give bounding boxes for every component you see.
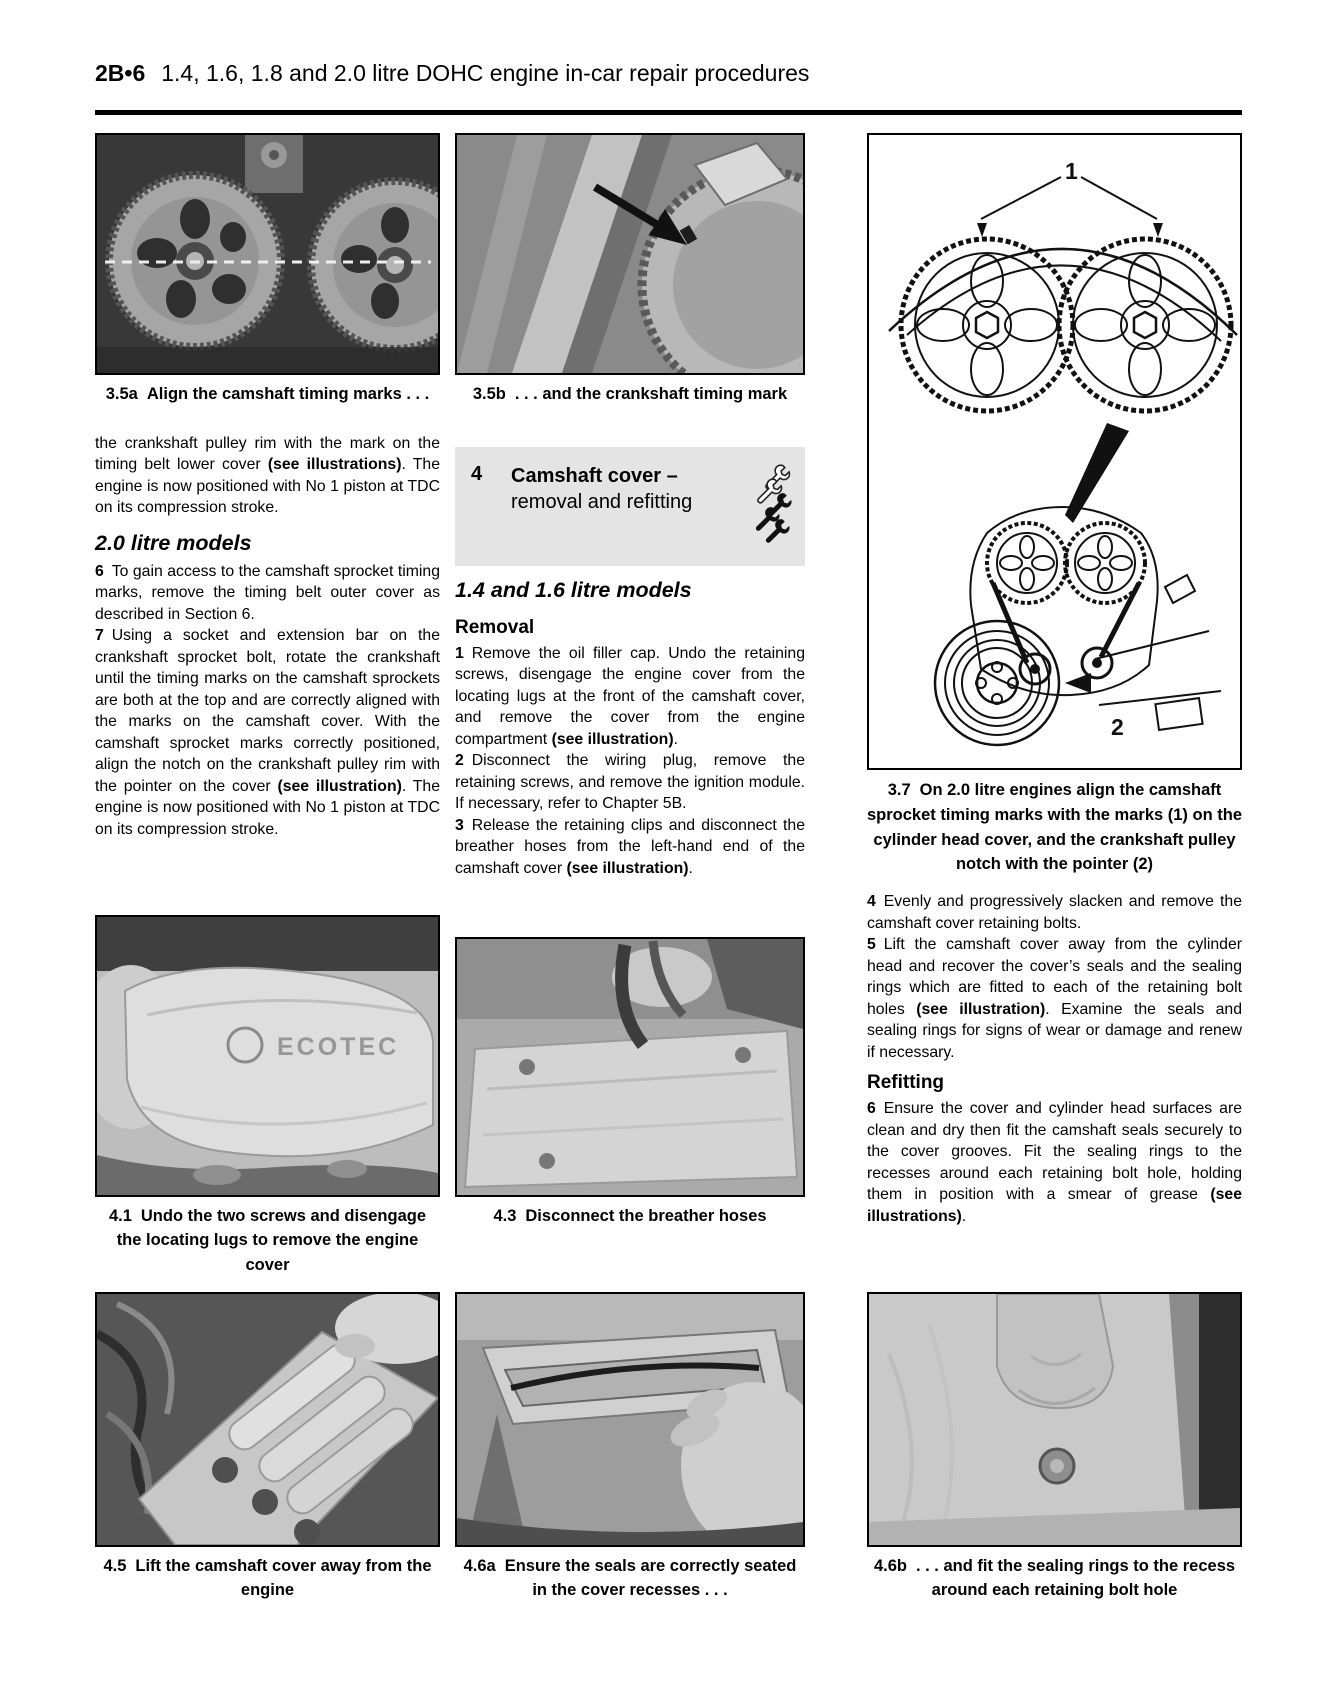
- caption-3-5b-number: 3.5b: [472, 385, 506, 403]
- caption-3-5a-number: 3.5a: [105, 385, 138, 403]
- photo-3-5b-image: [457, 135, 803, 373]
- paragraph-6-refitting: 6 Ensure the cover and cylinder head surfaces are clean and dry then fit the camshaft seals securely to the cover grooves. Fit the sealing rings to the recesses around each retaining bolt hole, holding them in position with a smear of grease (see illustrations).: [867, 1100, 1242, 1225]
- paragraph-5: 5 Lift the camshaft cover away from the cylinder head and recover the cover’s seals and the sealing rings which are fitted to each of the retaining bolt holes (see illustration). Examine the seals and sealing rings for signs of wear or damage and renew if necessary.: [867, 936, 1242, 1061]
- photo-4-3-image: [457, 939, 803, 1195]
- heading-1-4-1-6-litre-models: 1.4 and 1.6 litre models: [455, 577, 692, 602]
- figure-3-5a: [95, 133, 440, 407]
- caption-4-1-text: Undo the two screws and disengage the locating lugs to remove the engine cover: [116, 1206, 427, 1274]
- caption-4-6b: [867, 1554, 1242, 1604]
- paragraph-1: 1 Remove the oil filler cap. Undo the retaining screws, disengage the engine cover from the locating lugs at the front of the camshaft cover, and remove the cover from the engine compartment (see illustration).: [455, 644, 805, 748]
- paragraph-4: 4 Evenly and progressively slacken and remove the camshaft cover retaining bolts.: [867, 893, 1242, 932]
- photo-4-5-camshaft-cover: [95, 1292, 440, 1547]
- section-title-line2: removal and refitting: [511, 490, 693, 513]
- section-title: [511, 463, 737, 515]
- caption-3-7: [867, 778, 1242, 877]
- caption-3-7-number: 3.7: [887, 781, 911, 799]
- col2-lower-figures: [455, 913, 805, 1604]
- caption-3-5a-text: Align the camshaft timing marks . . .: [146, 385, 430, 403]
- column-right: [867, 133, 1242, 1603]
- col1-intro-paragraph: the crankshaft pulley rim with the mark on the timing belt lower cover (see illustrations). The engine is now positioned with No 1 piston at TDC on its compression stroke.: [95, 434, 441, 517]
- caption-4-6a-number: 4.6a: [463, 1556, 496, 1575]
- spanner-difficulty-icons: [737, 463, 795, 548]
- caption-4-5-number: 4.5: [103, 1556, 127, 1575]
- col3-lower-figure: [867, 1292, 1242, 1604]
- photo-4-1-ecotec-label: ECOTEC: [277, 1032, 400, 1061]
- photo-4-6a-image: [457, 1294, 803, 1545]
- caption-3-5b: [455, 382, 805, 407]
- section-4-heading-box: [455, 447, 805, 566]
- page-title: 1.4, 1.6, 1.8 and 2.0 litre DOHC engine in-car repair procedures: [161, 60, 810, 86]
- page-header: [95, 60, 809, 87]
- caption-3-5a: [95, 382, 440, 407]
- caption-4-3-number: 4.3: [493, 1206, 517, 1225]
- caption-4-5-text: Lift the camshaft cover away from the engine: [135, 1556, 432, 1600]
- caption-4-6a-text: Ensure the seals are correctly seated in the cover recesses . . .: [504, 1556, 797, 1600]
- caption-4-6a: [455, 1554, 805, 1604]
- content-columns: [95, 133, 1242, 1603]
- caption-4-6b-number: 4.6b: [873, 1556, 907, 1575]
- paragraph-7: 7 Using a socket and extension bar on the crankshaft sprocket bolt, rotate the crankshaft until the timing marks on the camshaft sprockets are both at the top and are correctly aligned with the marks on the camshaft cover. With the camshaft sprocket marks correctly positioned, align the notch on the crankshaft pulley rim with the pointer on the cover (see illustration). The engine is now positioned with No 1 piston at TDC on its compression stroke.: [95, 627, 441, 838]
- photo-3-5a-image: [97, 135, 438, 373]
- paragraph-6: 6 To gain access to the camshaft sprocket timing marks, remove the timing belt outer cover as described in Section 6.: [95, 562, 440, 623]
- header-rule: [95, 110, 1242, 115]
- caption-4-1: [95, 1204, 440, 1292]
- heading-removal: Removal: [455, 616, 535, 638]
- heading-2-0-litre-models: 2.0 litre models: [95, 530, 252, 555]
- photo-4-3-breather-hoses: [455, 937, 805, 1197]
- page-number: 2B•6: [95, 60, 146, 86]
- section-title-line1: Camshaft cover –: [511, 464, 678, 487]
- caption-4-5: [95, 1554, 440, 1604]
- diagram-label-1: 1: [1065, 158, 1078, 184]
- caption-3-7-text: On 2.0 litre engines align the camshaft sprocket timing marks with the marks (1) on the cylinder head cover, and the crankshaft pulley notch with the pointer (2): [867, 781, 1243, 874]
- photo-3-5b-crankshaft-timing-mark: [455, 133, 805, 375]
- figure-3-7: [867, 133, 1242, 877]
- caption-3-5b-text: . . . and the crankshaft timing mark: [514, 385, 788, 403]
- paragraph-3: 3 Release the retaining clips and disconnect the breather hoses from the left-hand end of the camshaft cover (see illustration).: [455, 816, 805, 877]
- photo-3-5a-camshaft-timing-marks: [95, 133, 440, 375]
- caption-4-3: [455, 1204, 805, 1292]
- caption-4-3-text: Disconnect the breather hoses: [525, 1206, 767, 1225]
- spanner-icon: [737, 463, 795, 543]
- column-left: [95, 133, 440, 1603]
- column-middle: [455, 133, 805, 1603]
- photo-4-5-image: [97, 1294, 438, 1545]
- photo-4-1-image: [97, 917, 438, 1195]
- col1-lower-figures: [95, 913, 440, 1604]
- section-number: 4: [471, 462, 483, 485]
- diagram-3-7-drawing: [869, 135, 1240, 763]
- photo-4-6a-cover-seals: [455, 1292, 805, 1547]
- diagram-3-7-timing-marks: [867, 133, 1242, 770]
- diagram-label-2: 2: [1111, 714, 1124, 740]
- photo-4-1-engine-cover: [95, 915, 440, 1197]
- heading-refitting: Refitting: [867, 1072, 945, 1093]
- figure-3-5b: [455, 133, 805, 407]
- photo-4-6b-image: [869, 1294, 1240, 1545]
- caption-4-1-number: 4.1: [108, 1206, 132, 1225]
- paragraph-2: 2 Disconnect the wiring plug, remove the retaining screws, and remove the ignition module. If necessary, refer to Chapter 5B.: [455, 752, 805, 813]
- photo-4-6b-sealing-rings: [867, 1292, 1242, 1547]
- caption-4-6b-text: . . . and fit the sealing rings to the recess around each retaining bolt hole: [915, 1556, 1236, 1600]
